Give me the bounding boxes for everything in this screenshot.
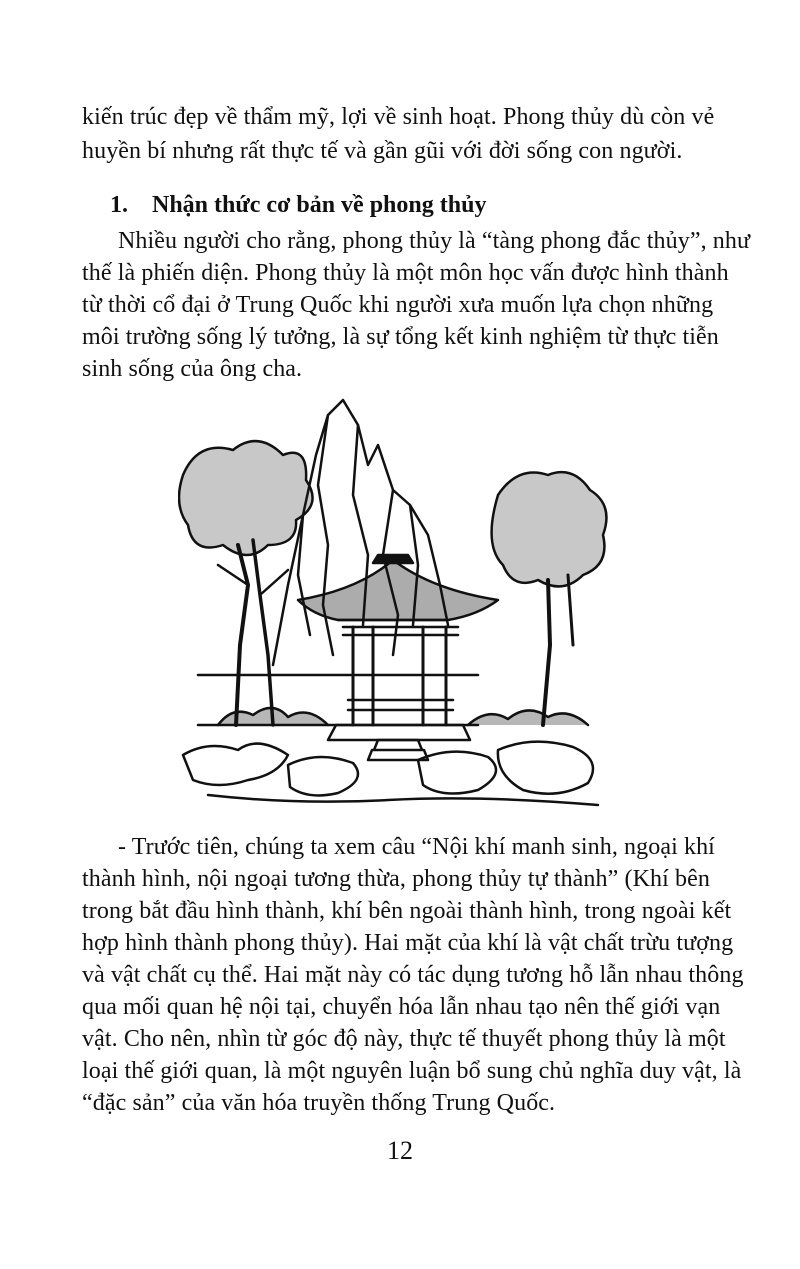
paragraph2-line-8: loại thế giới quan, là một nguyên luận bổ sung chủ nghĩa duy vật, là <box>82 1058 742 1084</box>
page-number: 12 <box>387 1136 413 1165</box>
paragraph2-line-5: và vật chất cụ thể. Hai mặt này có tác dụng tương hỗ lẫn nhau thông <box>82 962 744 988</box>
section-heading <box>110 192 486 219</box>
section-number: 1. <box>110 192 128 218</box>
intro-line-2: huyền bí nhưng rất thực tế và gần gũi với đời sống con người. <box>82 138 683 164</box>
paragraph1-line-2: thế là phiến diện. Phong thủy là một môn học vấn được hình thành <box>82 260 729 286</box>
paragraph2-line-2: thành hình, nội ngoại tương thừa, phong thủy tự thành” (Khí bên <box>82 866 710 892</box>
paragraph1-line-3: từ thời cổ đại ở Trung Quốc khi người xưa muốn lựa chọn những <box>82 292 714 318</box>
paragraph1-line-4: môi trường sống lý tưởng, là sự tổng kết kinh nghiệm từ thực tiễn <box>82 324 719 350</box>
paragraph2-line-6: qua mối quan hệ nội tại, chuyển hóa lẫn nhau tạo nên thế giới vạn <box>82 994 721 1020</box>
paragraph2-line-9: “đặc sản” của văn hóa truyền thống Trung Quốc. <box>82 1090 556 1116</box>
intro-line-1: kiến trúc đẹp về thẩm mỹ, lợi về sinh hoạt. Phong thủy dù còn vẻ <box>82 104 715 130</box>
section-title: Nhận thức cơ bản về phong thủy <box>152 192 487 218</box>
pavilion-illustration <box>178 395 614 813</box>
paragraph2-line-7: vật. Cho nên, nhìn từ góc độ này, thực tế thuyết phong thủy là một <box>82 1026 726 1052</box>
paragraph1-line-1: Nhiều người cho rằng, phong thủy là “tàng phong đắc thủy”, như <box>118 228 751 254</box>
paragraph1-line-5: sinh sống của ông cha. <box>82 356 303 382</box>
paragraph2-line-4: hợp hình thành phong thủy). Hai mặt của khí là vật chất trừu tượng <box>82 930 734 956</box>
paragraph2-line-3: trong bắt đầu hình thành, khí bên ngoài thành hình, trong ngoài kết <box>82 898 732 924</box>
paragraph2-line-1: - Trước tiên, chúng ta xem câu “Nội khí manh sinh, ngoại khí <box>118 834 715 860</box>
